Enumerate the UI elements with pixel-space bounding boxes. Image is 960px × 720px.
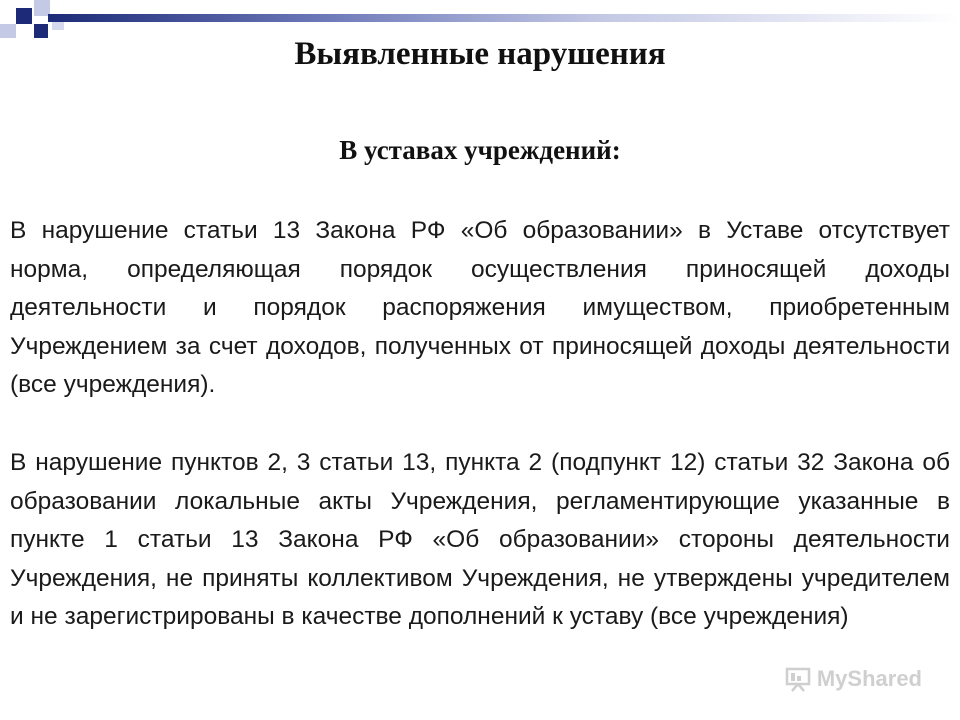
violation-paragraph-1: В нарушение статьи 13 Закона РФ «Об образовании» в Уставе отсутствует норма, определяющая порядок осуществления приносящей доходы деятельности и порядок распоряжения имуществом, приобретенным Учреждением за счет доходов, полученных от приносящей доходы деятельности (все учреждения). xyxy=(10,217,950,398)
violation-paragraph-2: В нарушение пунктов 2, 3 статьи 13, пункта 2 (подпункт 12) статьи 32 Закона об образовании локальные акты Учреждения, регламентирующие указанные в пункте 1 статьи 13 Закона РФ «Об образовании» стороны деятельности Учреждения, не приняты коллективом Учреждения, не утверждены учредителем и не зарегистрированы в качестве дополнений к уставу (все учреждения) xyxy=(10,449,950,630)
slide-title: Выявленные нарушения xyxy=(294,36,666,72)
presentation-board-icon xyxy=(785,666,811,692)
decorative-square xyxy=(16,8,32,24)
watermark xyxy=(785,666,922,692)
gradient-header-bar xyxy=(48,14,960,22)
section-heading: В уставах учреждений: xyxy=(339,135,621,165)
watermark-text: MyShared xyxy=(816,666,922,691)
